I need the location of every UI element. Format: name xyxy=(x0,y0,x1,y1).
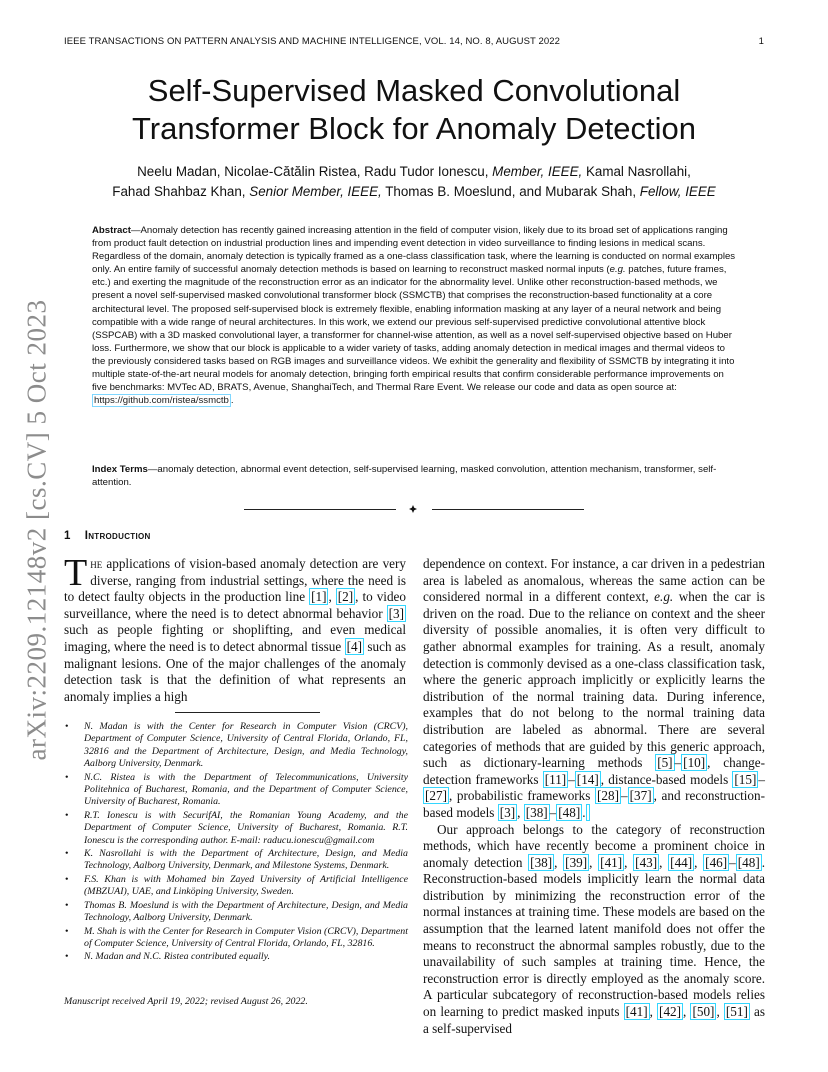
author-line-2: Fahad Shahbaz Khan, Senior Member, IEEE, Thomas B. Moeslund, and Mubarak Shah, Fellow, IEEE xyxy=(112,184,716,199)
abstract-heading: Abstract xyxy=(92,225,131,236)
right-column xyxy=(423,556,765,1037)
citation-link[interactable] xyxy=(586,804,590,821)
footnote-item: • F.S. Khan is with Mohamed bin Zayed University of Artificial Intelligence (MBZUAI), UAE, and Linköping University, Sweden. xyxy=(64,874,408,899)
footnote-item: • N. Madan is with the Center for Research in Computer Vision (CRCV), Department of Computer Science, University of Central Florida, Orlando, FL, 32816 and the Department of Architecture, Design, and Media Technology, Aalborg University, Denmark. xyxy=(64,721,408,771)
citation-link[interactable]: [5] xyxy=(657,755,673,771)
citation-link[interactable]: [15] xyxy=(734,771,757,787)
journal-header: IEEE TRANSACTIONS ON PATTERN ANALYSIS AND MACHINE INTELLIGENCE, VOL. 14, NO. 8, AUGUST 2022 xyxy=(64,36,561,47)
citation-link[interactable]: [43] xyxy=(635,854,658,870)
citation-link[interactable]: [38] xyxy=(530,854,553,870)
diamond-icon xyxy=(409,505,417,513)
citation-link[interactable]: [37] xyxy=(629,788,652,804)
citation-link[interactable]: [11] xyxy=(544,771,567,787)
section-divider xyxy=(244,504,584,516)
paper-title xyxy=(64,72,764,148)
affiliation-footnotes xyxy=(64,721,408,965)
footnote-rule xyxy=(175,712,320,713)
citation-link[interactable]: [38] xyxy=(525,804,548,820)
code-link[interactable]: https://github.com/ristea/ssmctb xyxy=(94,395,229,407)
citation-link[interactable]: [3] xyxy=(388,605,404,621)
section-heading xyxy=(64,530,151,542)
citation-link[interactable]: [4] xyxy=(346,638,363,654)
citation-link[interactable]: [42] xyxy=(659,1004,682,1020)
footnote-item: • Thomas B. Moeslund is with the Department of Architecture, Design, and Media Technology, Aalborg University, Denmark. xyxy=(64,900,408,925)
arxiv-watermark xyxy=(22,295,52,765)
left-column xyxy=(64,552,406,705)
citation-link[interactable]: [50] xyxy=(692,1004,715,1020)
citation-link[interactable]: [46] xyxy=(705,854,728,870)
title-line-1: Self-Supervised Masked Convolutional xyxy=(147,73,681,108)
author-line-1: Neelu Madan, Nicolae-Cătălin Ristea, Radu Tudor Ionescu, Member, IEEE, Kamal Nasrollahi, xyxy=(137,164,691,179)
citation-link[interactable]: [48] xyxy=(558,804,581,820)
title-line-2: Transformer Block for Anomaly Detection xyxy=(132,111,696,146)
footnote-item: • R.T. Ionescu is with SecurifAI, the Romanian Young Academy, and the Department of Computer Science, University of Bucharest, Romania. R.T. Ionescu is the corresponding author. E-mail: raducu.ionescu@gmail.com xyxy=(64,810,408,847)
section-number: 1 xyxy=(64,530,71,542)
footnote-item: • M. Shah is with the Center for Research in Computer Vision (CRCV), Department of Computer Science, University of Central Florida, Orlando, FL, 32816. xyxy=(64,926,408,951)
citation-link[interactable]: [41] xyxy=(600,854,623,870)
divider-line-left xyxy=(244,509,396,510)
footnote-item: • N. Madan and N.C. Ristea contributed equally. xyxy=(64,951,408,963)
citation-link[interactable]: [48] xyxy=(737,854,760,870)
divider-line-right xyxy=(432,509,584,510)
citation-link[interactable]: [27] xyxy=(425,788,447,804)
page-number: 1 xyxy=(758,36,764,47)
footnote-item: • N.C. Ristea is with the Department of Telecommunications, University Politehnica of Bucharest, Romania, and the Department of Computer Science, University of Bucharest, Romania. xyxy=(64,772,408,809)
index-terms-heading: Index Terms xyxy=(92,464,148,475)
citation-link[interactable]: [51] xyxy=(725,1004,748,1020)
intro-paragraph-3: Our approach belongs to the category of reconstruction methods, which have recently become a prominent choice in anomaly detection [38] , [39] , [41] , [43] , [44] , [46] – [48] . Reconstruction-based models implicitly learn the normal data distribution by minimizing the reconstruction error of the normal instances at training time. These models are based on the assumption that the learned latent manifold does not offer the means to reconstruct the abnormal samples robustly, due to the unavailability of such samples at training time. Hence, the reconstruction error is directly employed as the anomaly score. A particular subcategory of reconstruction-based models relies on learning to predict masked inputs [41] , [42] , [50] , [51] as a self-supervised xyxy=(423,821,766,1036)
citation-link[interactable]: [2] xyxy=(337,589,354,605)
drop-cap: T xyxy=(64,552,88,594)
citation-link[interactable]: [3] xyxy=(499,804,516,820)
author-list xyxy=(64,162,764,202)
abstract: Abstract—Anomaly detection has recently gained increasing attention in the field of computer vision, likely due to its broad set of applications ranging from product fault detection on industrial production lines and impending event detection in video surveillance to finding lesions in medical scans. Regardless of the domain, anomaly detection is typically framed as a one-class classification task, where the learning is conducted on normal examples only. An entire family of successful anomaly detection methods is based on learning to reconstruct masked normal inputs (e.g. patches, future frames, etc.) and exerting the magnitude of the reconstruction error as an indicator for the abnormality level. Unlike other reconstruction-based methods, we present a novel self-supervised masked convolutional transformer block (SSMCTB) that comprises the reconstruction-based functionality at a core architectural level. The proposed self-supervised block is extremely flexible, enabling information masking at any layer of a neural network and being compatible with a wide range of neural architectures. In this work, we extend our previous self-supervised predictive convolutional attentive block (SSPCAB) with a 3D masked convolutional layer, a transformer for channel-wise attention, as well as a novel self-supervised objective based on Huber loss. Furthermore, we show that our block is applicable to a wider variety of tasks, adding anomaly detection in medical images and thermal videos to the previously considered tasks based on RGB images and surveillance videos. We exhibit the generality and flexibility of SSMCTB by integrating it into multiple state-of-the-art neural models for anomaly detection, bringing forth empirical results that confirm considerable performance improvements on five benchmarks: MVTec AD, BRATS, Avenue, ShanghaiTech, and Thermal Rare Event. We release our code and data as open source at: https://github.com/ristea/ssmctb . xyxy=(92,225,736,407)
index-terms: Index Terms—anomaly detection, abnormal event detection, self-supervised learning, masked convolution, attention mechanism, transformer, self-attention. xyxy=(92,464,717,489)
citation-link[interactable]: [39] xyxy=(565,854,588,870)
section-title: Introduction xyxy=(84,530,151,542)
citation-link[interactable]: [44] xyxy=(670,854,693,870)
citation-link[interactable]: [1] xyxy=(311,589,327,605)
intro-paragraph-1: The applications of vision-based anomaly detection are very diverse, ranging from industrial settings, where the need is to detect faulty objects in the production line [1] , [2] , to video surveillance, where the need is to detect abnormal behavior [3] such as people fighting or shoplifting, and even medical imaging, where the need is to detect abnormal tissue [4] such as malignant lesions. One of the major challenges of the anomaly detection task is that the definition of what represents an anomaly implies a high xyxy=(64,552,406,704)
citation-link[interactable]: [14] xyxy=(576,771,599,787)
running-head xyxy=(64,36,764,50)
intro-paragraph-2: dependence on context. For instance, a car driven in a pedestrian area is labeled as anomalous, whereas the same action can be considered normal in a different context, e.g. when the car is driven on the road. Due to the reliance on context and the sheer diversity of possible anomalies, it is often very difficult to gather abnormal examples for training. As a result, anomaly detection is commonly devised as a one-class classification task, where the generic approach implicitly or explicitly learns the distribution of the normal training data. During inference, examples that do not belong to the normal training data distribution are labeled as abnormal. There are several categories of methods that are guided by this generic approach, such as dictionary-learning methods [5] – [10] , change-detection frameworks [11] – [14] , distance-based models [15] –[27] , probabilistic frameworks [28] – [37] , and reconstruction-based models [3] , [38] – [48] . xyxy=(423,556,766,820)
footnote-item: • K. Nasrollahi is with the Department of Architecture, Design, and Media Technology, Aalborg University, Denmark, and Milestone Systems, Denmark. xyxy=(64,848,408,873)
manuscript-dates: Manuscript received April 19, 2022; revised August 26, 2022. xyxy=(64,996,308,1007)
arxiv-id-text: arXiv:2209.12148v2 [cs.CV] 5 Oct 2023 xyxy=(21,299,52,761)
citation-link[interactable]: [41] xyxy=(625,1004,648,1020)
citation-link[interactable]: [28] xyxy=(597,788,620,804)
citation-link[interactable]: [10] xyxy=(683,755,706,771)
